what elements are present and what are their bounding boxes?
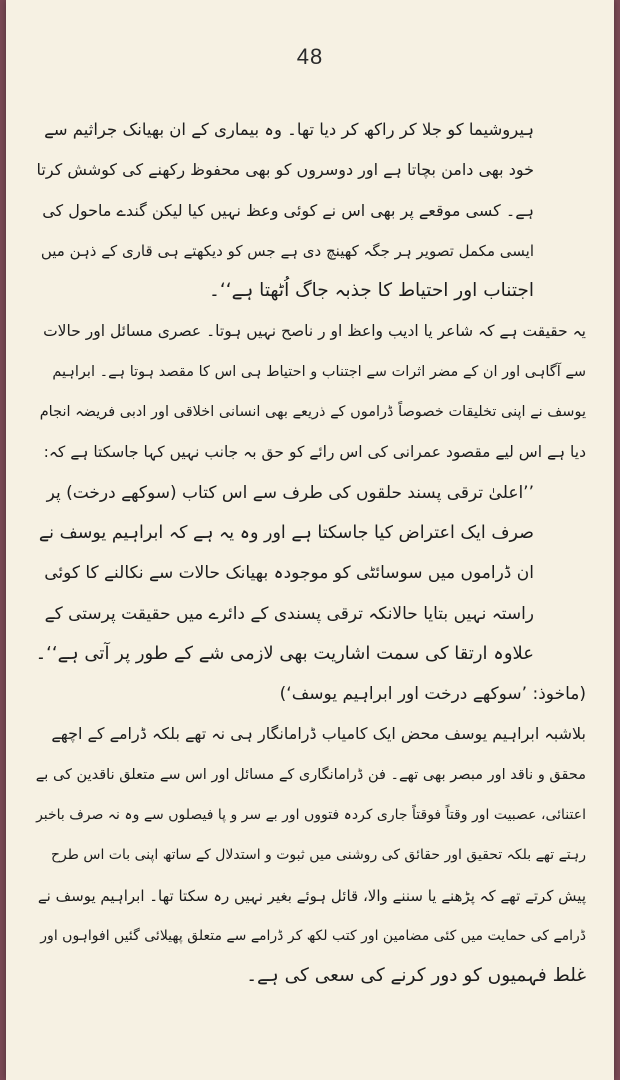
- text-line: خود بھی دامن بچاتا ہے اور دوسروں کو بھی محفوظ رکھنے کی کوشش کرتا: [36, 160, 534, 180]
- text-line: اجتناب اور احتیاط کا جذبہ جاگ اُٹھتا ہے‘‘۔: [209, 280, 534, 302]
- text-line: ہے۔ کسی موقعے پر بھی اس نے کوئی وعظ نہیں کیا لیکن گندے ماحول کی: [42, 200, 534, 220]
- page-number: 48: [296, 44, 324, 69]
- text-line: رہتے تھے بلکہ تحقیق اور حقائق کی روشنی میں ثبوت و استدلال کے ساتھ اپنی بات اس طرح: [51, 847, 586, 864]
- source-citation: [36, 674, 586, 714]
- text-line: محقق و ناقد اور مبصر بھی تھے۔ فن ڈرامانگاری کے مسائل اور اس سے متعلق ناقدین کی بے: [35, 766, 586, 783]
- quote-line: علاوہ ارتقا کی سمت اشاریت بھی لازمی شے کے طور پر آتی ہے‘‘۔: [35, 642, 534, 664]
- page-body-text: [36, 110, 586, 997]
- text-line: ہیروشیما کو جلا کر راکھ کر دیا تھا۔ وہ بیماری کے ان بھیانک جراثیم سے: [44, 120, 534, 139]
- quote-line: ’’اعلیٰ ترقی پسند حلقوں کی طرف سے اس کتاب (سوکھے درخت) پر: [46, 482, 534, 503]
- text-line: یہ حقیقت ہے کہ شاعر یا ادیب واعظ او ر ناصح نہیں ہوتا۔ عصری مسائل اور حالات: [43, 322, 586, 341]
- text-line: سے آگاہی اور ان کے مضر اثرات سے اجتناب و احتیاط ہی اس کا مقصد ہوتا ہے۔ ابراہیم: [52, 363, 586, 380]
- quote-line: صرف ایک اعتراض کیا جاسکتا ہے اور وہ یہ ہے کہ ابراہیم یوسف نے: [38, 522, 534, 543]
- text-line: اعتنائی، عصبیت اور وقتاً فوقتاً جاری کردہ فتووں اور بے سر و پا فیصلوں سے وہ نہ صرف باخبر: [36, 807, 586, 824]
- book-page: [6, 0, 614, 1080]
- text-line: پیش کرتے تھے کہ پڑھنے یا سننے والا، قائل ہوئے بغیر نہیں رہ سکتا تھا۔ ابراہیم یوسف نے: [37, 886, 586, 905]
- text-line: یوسف نے اپنی تخلیقات خصوصاً ڈراموں کے ذریعے بھی انسانی اخلاقی اور ادبی فریضہ انجام: [39, 404, 586, 421]
- text-line: ایسی مکمل تصویر ہر جگہ کھینچ دی ہے جس کو دیکھتے ہی قاری کے ذہن میں: [40, 241, 534, 260]
- quote-line: راستہ نہیں بتایا حالانکہ ترقی پسندی کے دائرے میں حقیقت پرستی کے: [44, 603, 534, 624]
- text-line: غلط فہمیوں کو دور کرنے کی سعی کی ہے۔: [246, 965, 586, 987]
- text-line: بلاشبہ ابراہیم یوسف محض ایک کامیاب ڈرامانگار ہی نہ تھے بلکہ ڈرامے کے اچھے: [51, 724, 586, 744]
- text-line: دیا ہے اس لیے مقصود عمرانی کی اس رائے کو حق بہ جانب نہیں کہا جاسکتا ہے کہ:: [43, 443, 586, 462]
- text-line: ڈرامے کی حمایت میں کئی مضامین اور کتب لکھ کر ڈرامے سے متعلق پھیلائی گئیں افواہوں اور: [40, 927, 586, 944]
- source-citation-text: (ماخوذ: ’سوکھے درخت اور ابراہیم یوسف‘): [279, 684, 586, 705]
- quote-line: ان ڈراموں میں سوسائٹی کو موجودہ بھیانک حالات سے نکالنے کا کوئی: [44, 563, 534, 584]
